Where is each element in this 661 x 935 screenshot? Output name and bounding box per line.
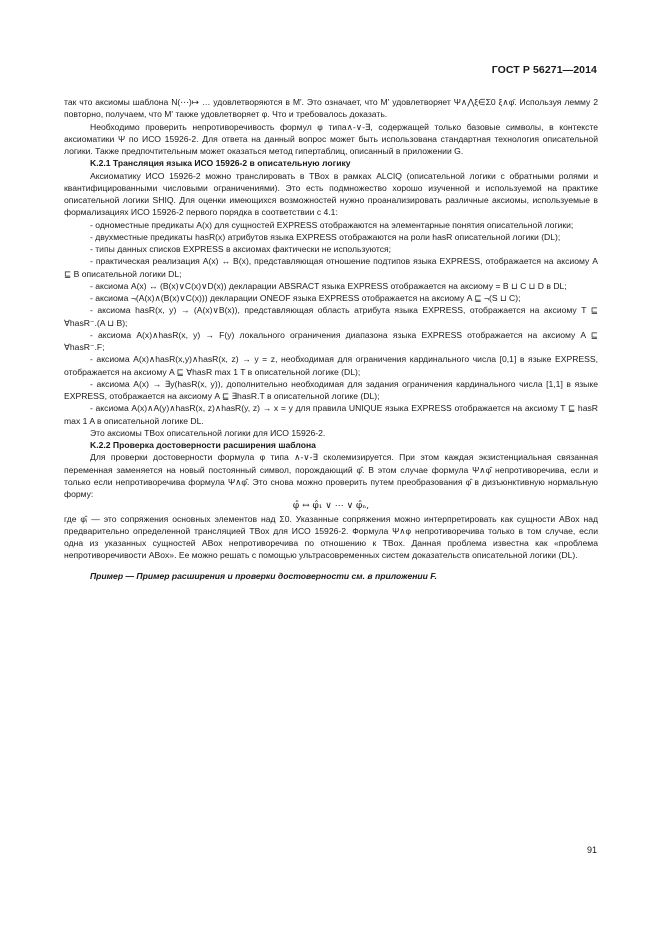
page-number: 91 [586, 845, 597, 855]
main-text [64, 96, 598, 582]
example-note: Пример — Пример расширения и проверки достоверности см. в приложении F. [90, 570, 437, 581]
list-item: - аксиома A(x)∧A(y)∧hasR(x, z)∧hasR(y, z) → x = y для правила UNIQUE языка EXPRESS отображается на аксиому T ⊑ hasR max 1 A в описательной логике DL. [64, 403, 598, 426]
standard-header: ГОСТ Р 56271—2014 [491, 64, 597, 76]
list-item: - аксиома A(x)∧hasR(x, y) → F(y) локального ограничения диапазона языка EXPRESS отображается на аксиому A ⊑ ∀hasR⁻.F; [64, 329, 598, 352]
paragraph-consistency: Необходимо проверить непротиворечивость формул φ типа∧-∨-∃, содержащей только базовые символы, в контексте аксиоматики Ψ по ИСО 15926-2. Для ответа на данный вопрос может быть использована стандартная технология описательной логики. Также предпочтительным может оказаться метод гипертаблиц, описанный в приложении G. [64, 121, 598, 156]
paragraph-validity-check: Для проверки достоверности формула φ типа ∧-∨-∃ сколемизируется. При этом каждая экзистенциальная связанная переменная заменяется на новый постоянный символ, порождающий φ̂. В этом случае формула Ψ∧φ̂ непротиворечива, если и только если непротиворечива формула Ψ∧φ̂. Это снова можно проверить путем преобразования φ̂ в дизъюнктивную нормальную форму: [64, 452, 598, 499]
paragraph-abox: где φ̂ᵢ — это сопряжения основных элементов над Σ0. Указанные сопряжения можно интерпретировать как сущности ABox над предварительно определенной трансляцией TBox для ИСО 15926-2. Формула Ψ∧φ непротиворечива только в том случае, если одна из указанных сущностей ABox непротиворечива по отношению к TBox. Данная проблема известна как «проблема непротиворечивости ABox». Ее можно решать с помощью ультрасовременных систем доказательств описательной логики (DL). [64, 513, 598, 561]
list-item: - аксиома A(x) → ∃y(hasR(x, y)), дополнительно необходимая для задания ограничения кардинального числа [1,1] в языке EXPRESS, отображается на аксиому A ⊑ ∃hasR.T в описательной логике (DL); [64, 378, 598, 401]
list-item: - аксиома A(x)∧hasR(x,y)∧hasR(x, z) → y = z, необходимая для ограничения кардинального числа [0,1] в языке EXPRESS, отображается на аксиому A ⊑ ∀hasR max 1 T в описательной логике (DL); [64, 354, 598, 377]
list-item: - одноместные предикаты A(x) для сущностей EXPRESS отображаются на элементарные понятия описательной логики; [90, 219, 574, 230]
section-heading-k22: K.2.2 Проверка достоверности расширения шаблона [90, 440, 316, 450]
paragraph-translation: Аксиоматику ИСО 15926-2 можно транслировать в TBox в рамках ALCIQ (описательной логики с обратными ролями и квантифицированными числовыми ограничениями). Это есть подмножество хорошо изученной и используемой на практике описательной логики SHIQ. Для оценки имеющихся возможностей нужно проанализировать различные аксиомы, используемые в формализациях ИСО 15926-2 первого порядка в соответствии с 4.1: [64, 170, 598, 218]
spacer [64, 562, 598, 570]
list-item: - аксиома hasR(x, y) → (A(x)∨B(x)), представляющая область атрибута языка EXPRESS, отображается на аксиому T ⊑ ∀hasR⁻.(A ⊔ B); [64, 305, 598, 328]
list-item: - аксиома A(x) ↔ (B(x)∨C(x)∨D(x)) декларации ABSRACT языка EXPRESS отображается на аксиому = B ⊔ C ⊔ D в DL; [90, 280, 567, 291]
paragraph-tbox: Это аксиомы TBox описательной логики для ИСО 15926-2. [90, 427, 326, 438]
list-item: - аксиома ¬(A(x)∧(B(x)∨C(x))) декларации ONEOF языка EXPRESS отображается на аксиому A ⊑ ¬(S ⊔ C); [90, 293, 521, 303]
paragraph-proof-end: так что аксиомы шаблона N(⋯)↦ … удовлетворяются в M'. Это означает, что M' удовлетворяет Ψ∧⋀ξ∈Σ0 ξ∧φ̄. Используя лемму 2 повторно, получаем, что M' также удовлетворяет φ. Что и требовалось доказать. [64, 97, 598, 120]
list-item: - двухместные предикаты hasR(x) атрибутов языка EXPRESS отображаются на роли hasR описательной логики (DL); [90, 231, 561, 242]
list-item: - практическая реализация A(x) ↔ B(x), представляющая отношение подтипов языка EXPRESS, отображается на аксиому A ⊑ B описательной логики DL; [64, 256, 598, 279]
section-heading-k21: K.2.1 Трансляция языка ИСО 15926-2 в описательную логику [90, 158, 351, 169]
dnf-formula: φ̂ ↔ φ̂₁ ∨ ⋯ ∨ φ̂ₙ, [292, 501, 370, 512]
list-item: - типы данных списков EXPRESS в аксиомах фактически не используются; [90, 244, 392, 254]
